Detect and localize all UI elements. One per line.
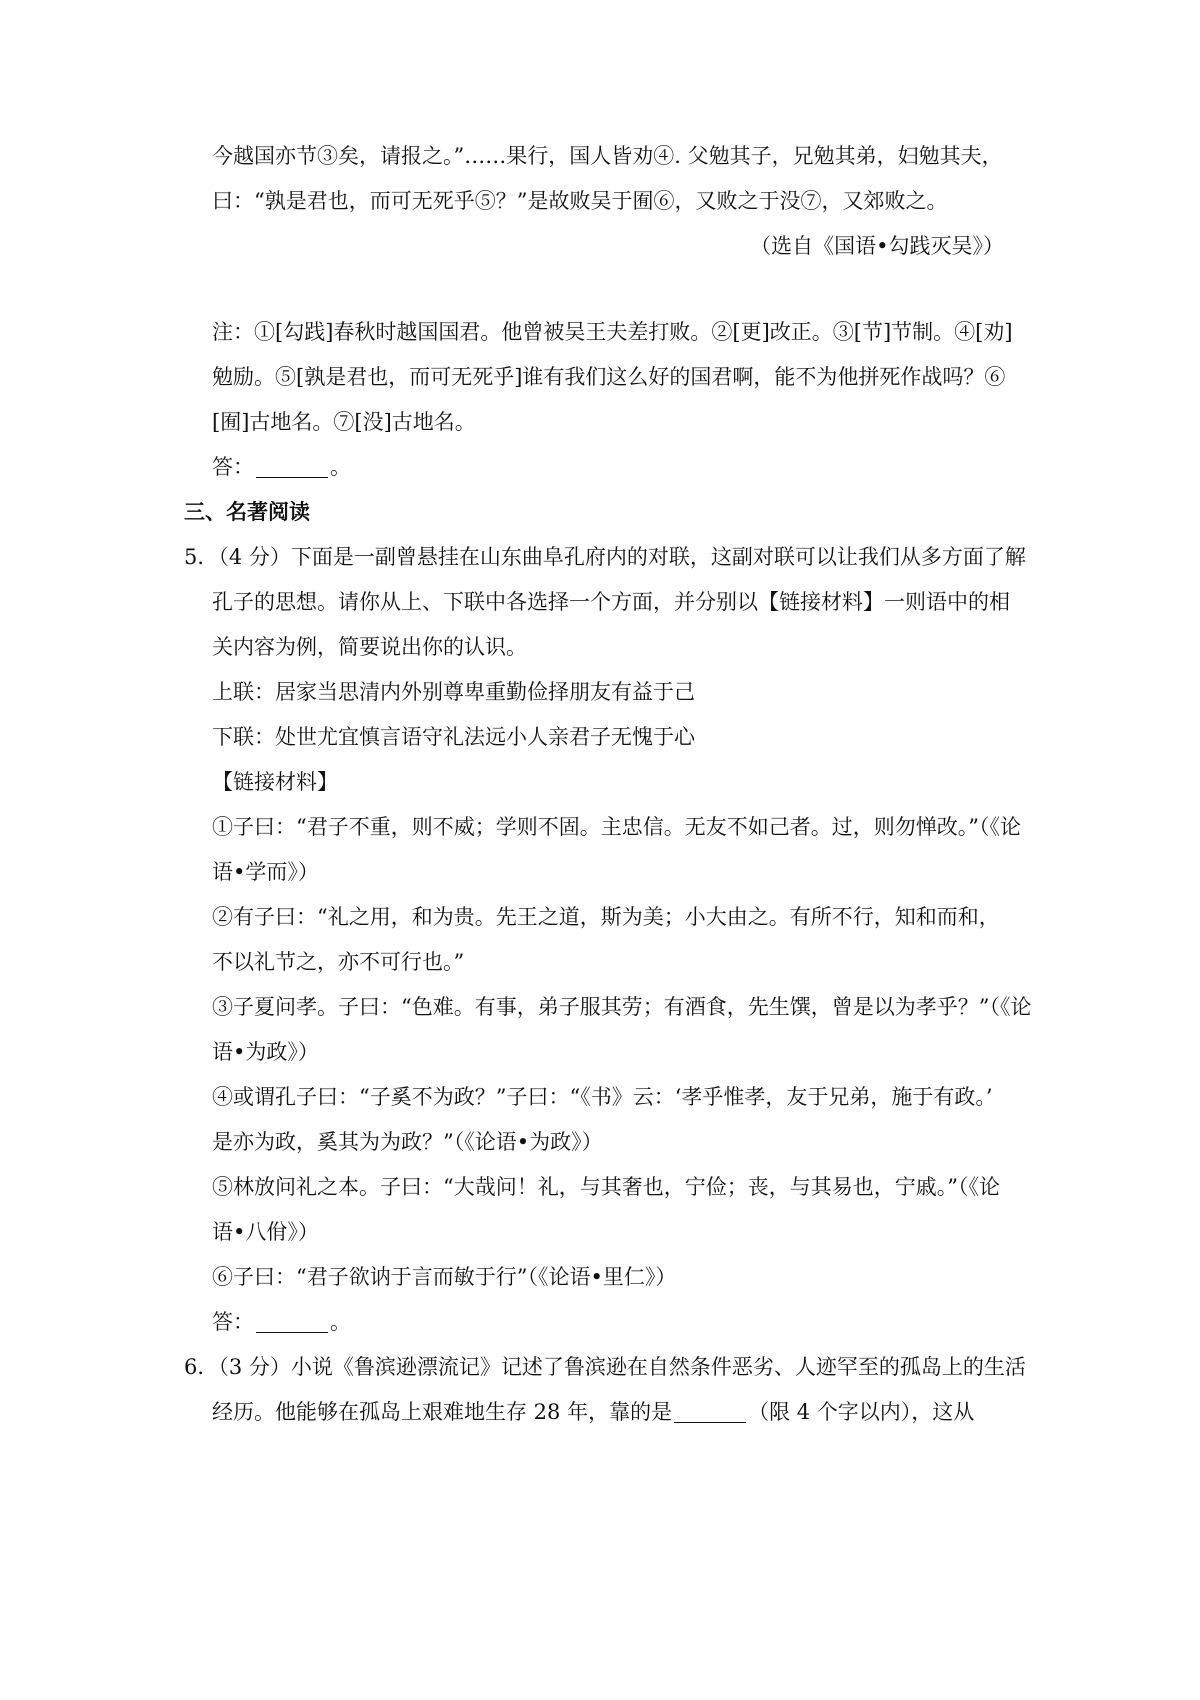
q5-line-1: 5．（4 分）下面是一副曾悬挂在山东曲阜孔府内的对联，这副对联可以让我们从多方面了解 (184, 545, 1026, 569)
material-5-line-2: 语•八佾》） (212, 1220, 319, 1244)
material-6-line-1: ⑥子曰：“君子欲讷于言而敏于行”（《论语•里仁》） (212, 1265, 677, 1289)
material-5-line-1: ⑤林放问礼之本。子曰：“大哉问！礼，与其奢也，宁俭；丧，与其易也，宁戚。”（《论 (212, 1175, 1000, 1199)
answer-label: 答： (212, 1310, 254, 1334)
material-4-line-2: 是亦为政，奚其为为政？”（《论语•为政》） (212, 1130, 603, 1154)
notes-line-3: [囿]古地名。⑦[没]古地名。 (212, 410, 476, 434)
q6-line-2-text: 经历。他能够在孤岛上艰难地生存 28 年，靠的是 (212, 1400, 673, 1424)
couplet-lower: 下联：处世尤宜慎言语守礼法远小人亲君子无愧于心 (212, 725, 695, 749)
material-3-line-1: ③子夏问孝。子曰：“色难。有事，弟子服其劳；有酒食，先生馔，曾是以为孝乎？”（《论 (212, 995, 1032, 1019)
answer-line-q5 (0, 1307, 1200, 1337)
q5-line-2: 孔子的思想。请你从上、下联中各选择一个方面，并分别以【链接材料】一则语中的相 (212, 590, 1010, 614)
material-2-line-2: 不以礼节之，亦不可行也。” (212, 950, 465, 974)
material-1-line-2: 语•学而》） (212, 860, 319, 884)
q6-line-2 (0, 1397, 1200, 1427)
answer-line-q4 (0, 452, 1200, 482)
passage-line-1: 今越国亦节③矣，请报之。”……果行，国人皆劝④. 父勉其子，兄勉其弟，妇勉其夫， (212, 144, 1003, 168)
passage-source: （选自《国语•勾践灭吴》） (750, 234, 1004, 258)
answer-label: 答： (212, 455, 254, 479)
section-title: 三、名著阅读 (184, 499, 310, 524)
answer-blank[interactable] (256, 457, 328, 478)
material-1-line-1: ①子曰：“君子不重，则不威；学则不固。主忠信。无友不如己者。过，则勿惮改。”（《论 (212, 815, 1021, 839)
q6-answer-blank[interactable] (674, 1402, 746, 1423)
answer-end: 。 (330, 455, 351, 479)
material-title: 【链接材料】 (212, 770, 338, 794)
couplet-upper: 上联：居家当思清内外别尊卑重勤俭择朋友有益于己 (212, 680, 695, 704)
q6-line-2-tail: （限 4 个字以内），这从 (748, 1400, 975, 1424)
q6-line-1: 6．（3 分）小说《鲁滨逊漂流记》记述了鲁滨逊在自然条件恶劣、人迹罕至的孤岛上的生活 (184, 1355, 1026, 1379)
material-2-line-1: ②有子曰：“礼之用，和为贵。先王之道，斯为美；小大由之。有所不行，知和而和， (212, 905, 1000, 929)
answer-blank[interactable] (256, 1312, 328, 1333)
material-4-line-1: ④或谓孔子曰：“子奚不为政？”子曰：“《书》云：‘孝乎惟孝，友于兄弟，施于有政。’ (212, 1085, 993, 1109)
material-3-line-2: 语•为政》） (212, 1040, 319, 1064)
q5-line-3: 关内容为例，简要说出你的认识。 (212, 635, 527, 659)
notes-line-1: 注：①[勾践]春秋时越国国君。他曾被吴王夫差打败。②[更]改正。③[节]节制。④[劝] (212, 320, 1013, 344)
answer-end: 。 (330, 1310, 351, 1334)
notes-line-2: 勉励。⑤[孰是君也，而可无死乎]谁有我们这么好的国君啊，能不为他拼死作战吗？⑥ (212, 365, 1006, 389)
passage-line-2: 曰：“孰是君也，而可无死乎⑤？”是故败吴于囿⑥，又败之于没⑦，又郊败之。 (212, 189, 948, 213)
